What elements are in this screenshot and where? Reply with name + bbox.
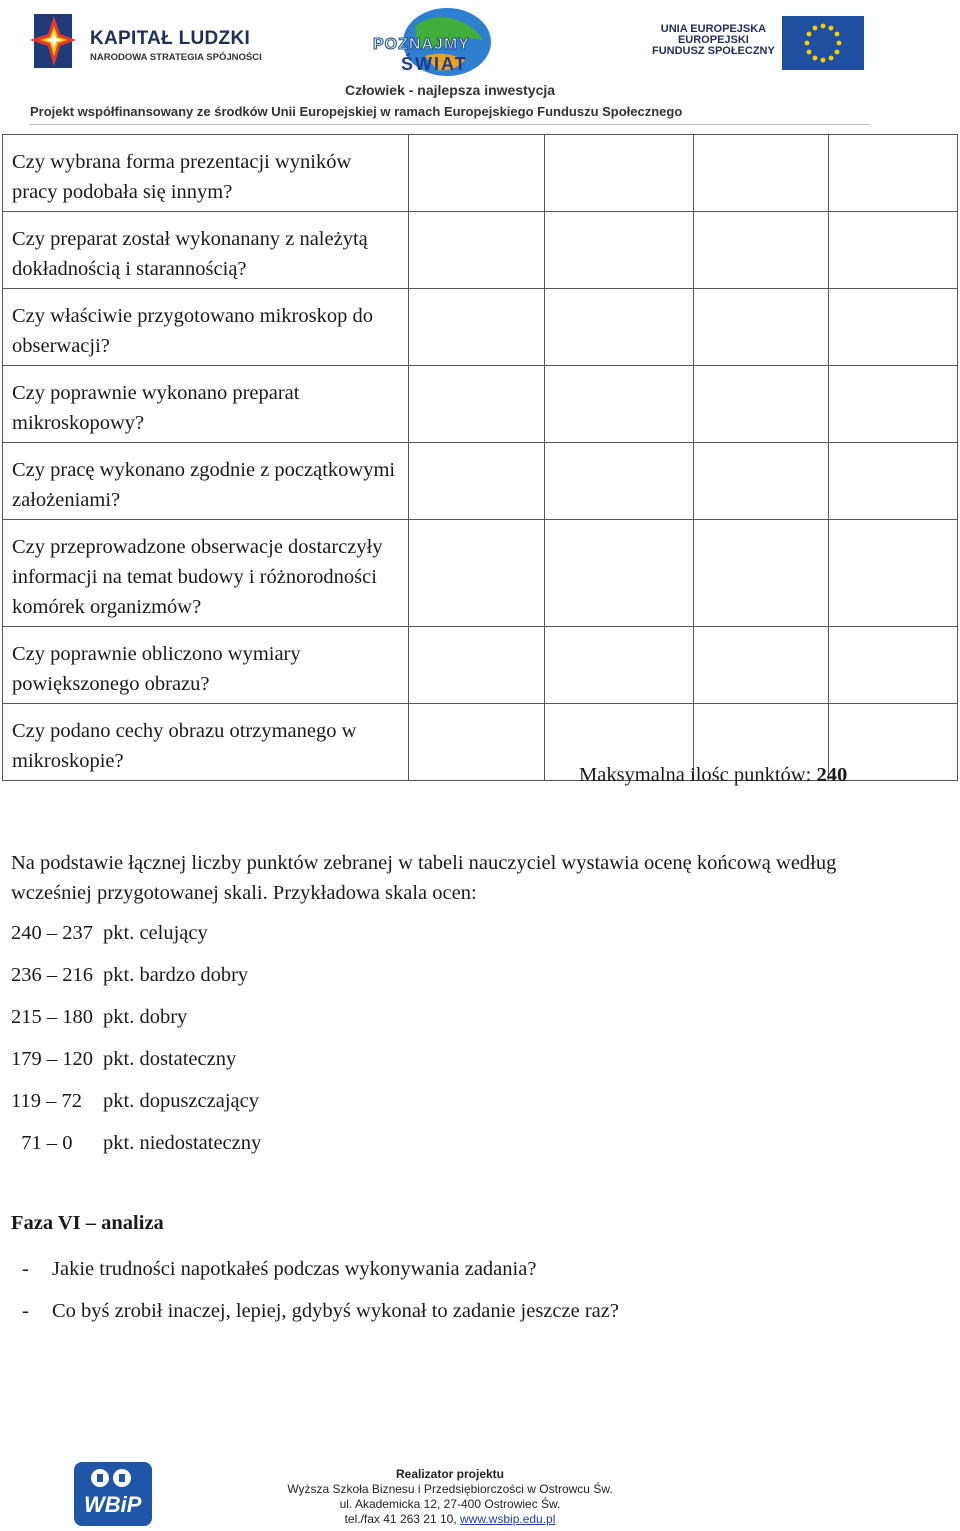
table-row bbox=[3, 520, 958, 627]
scale-row bbox=[11, 960, 511, 1002]
score-cell bbox=[544, 366, 694, 443]
dash-bullet: - bbox=[22, 1258, 29, 1280]
score-cell bbox=[544, 212, 694, 289]
scale-range: 236 – 216 bbox=[11, 964, 93, 986]
table-row bbox=[3, 135, 958, 212]
poznajmy-text: POZNAJMY bbox=[373, 36, 470, 53]
score-cell bbox=[694, 520, 829, 627]
footer-title: Realizator projektu bbox=[395, 1467, 505, 1481]
score-cell bbox=[829, 289, 958, 366]
evaluation-table bbox=[2, 134, 958, 781]
phase-title: Faza VI – analiza bbox=[11, 1212, 164, 1234]
swiat-text: ŚWIAT bbox=[401, 54, 468, 74]
scale-label: pkt. dobry bbox=[103, 1006, 188, 1028]
max-points-value: 240 bbox=[816, 764, 848, 786]
wsbip-crest-icon bbox=[74, 1464, 152, 1494]
poznajmy-swiat-logo bbox=[365, 6, 525, 78]
score-cell bbox=[408, 627, 544, 704]
wsbip-logo bbox=[74, 1462, 152, 1526]
scale-range: 119 – 72 bbox=[11, 1090, 82, 1112]
eu-flag-icon bbox=[782, 16, 864, 70]
list-item bbox=[22, 1254, 922, 1296]
score-cell bbox=[408, 289, 544, 366]
wsbip-logo-text: WBiP bbox=[84, 1492, 142, 1517]
score-cell bbox=[408, 520, 544, 627]
eu-line1: UNIA EUROPEJSKA bbox=[660, 23, 767, 35]
score-cell bbox=[829, 627, 958, 704]
kapital-ludzki-star-icon bbox=[26, 10, 76, 70]
table-row bbox=[3, 627, 958, 704]
score-cell bbox=[694, 443, 829, 520]
kapital-ludzki-title: KAPITAŁ LUDZKI bbox=[90, 28, 251, 49]
eu-logo bbox=[640, 14, 870, 70]
scale-label: pkt. celujący bbox=[103, 922, 208, 944]
scale-row bbox=[11, 1128, 511, 1170]
max-points bbox=[579, 764, 847, 787]
score-cell bbox=[544, 289, 694, 366]
table-row bbox=[3, 212, 958, 289]
scale-label: pkt. niedostateczny bbox=[103, 1132, 262, 1154]
scale-range: 215 – 180 bbox=[11, 1006, 93, 1028]
question-cell: Czy przeprowadzone obserwacje dostarczyły informacji na temat budowy i różnorodności komórek organizmów? bbox=[3, 520, 409, 627]
scale-label: pkt. dostateczny bbox=[103, 1048, 237, 1070]
score-cell bbox=[694, 135, 829, 212]
kapital-ludzki-subtitle: NARODOWA STRATEGIA SPÓJNOŚCI bbox=[90, 52, 262, 63]
question-cell: Czy podano cechy obrazu otrzymanego w mikroskopie? bbox=[3, 704, 409, 781]
table-row bbox=[3, 443, 958, 520]
score-cell bbox=[408, 704, 544, 781]
question-cell: Czy pracę wykonano zgodnie z początkowymi założeniami? bbox=[3, 443, 409, 520]
score-cell bbox=[544, 627, 694, 704]
scale-range: 71 – 0 bbox=[11, 1132, 73, 1154]
scale-label: pkt. dopuszczający bbox=[103, 1090, 259, 1112]
score-cell bbox=[829, 135, 958, 212]
kapital-ludzki-text bbox=[90, 28, 262, 63]
project-cofinancing-line: Projekt współfinansowany ze środków Unii Europejskiej w ramach Europejskiego Funduszu Społecznego bbox=[30, 104, 683, 119]
footer-line3 bbox=[270, 1512, 630, 1527]
max-points-label: Maksymalna ilośc punktów: bbox=[579, 764, 812, 786]
eu-text bbox=[652, 24, 775, 57]
question-cell: Czy poprawnie obliczono wymiary powiększonego obrazu? bbox=[3, 627, 409, 704]
question-cell: Czy wybrana forma prezentacji wyników pracy podobała się innym? bbox=[3, 135, 409, 212]
score-cell bbox=[694, 627, 829, 704]
eu-line2: EUROPEJSKI bbox=[677, 34, 749, 46]
score-cell bbox=[694, 289, 829, 366]
question-cell: Czy preparat został wykonanany z należytą dokładnością i starannością? bbox=[3, 212, 409, 289]
score-cell bbox=[408, 212, 544, 289]
score-cell bbox=[544, 520, 694, 627]
score-cell bbox=[829, 366, 958, 443]
kapital-ludzki-logo bbox=[26, 10, 276, 74]
scale-row bbox=[11, 1002, 511, 1044]
scale-range: 240 – 237 bbox=[11, 922, 93, 944]
list-item-text: Jakie trudności napotkałeś podczas wykonywania zadania? bbox=[52, 1258, 537, 1280]
score-cell bbox=[829, 443, 958, 520]
score-cell bbox=[694, 212, 829, 289]
scale-row bbox=[11, 918, 511, 960]
table-row bbox=[3, 289, 958, 366]
score-cell bbox=[694, 366, 829, 443]
question-cell: Czy właściwie przygotowano mikroskop do obserwacji? bbox=[3, 289, 409, 366]
eu-line3: FUNDUSZ SPOŁECZNY bbox=[652, 45, 775, 57]
scale-row bbox=[11, 1044, 511, 1086]
page-header bbox=[0, 0, 960, 130]
header-motto: Człowiek - najlepsza inwestycja bbox=[344, 82, 556, 98]
scale-range: 179 – 120 bbox=[11, 1048, 93, 1070]
score-cell bbox=[544, 135, 694, 212]
page-footer bbox=[0, 1455, 960, 1531]
score-cell bbox=[408, 443, 544, 520]
grading-scale bbox=[11, 918, 511, 1170]
phase-question-list bbox=[22, 1254, 922, 1338]
score-cell bbox=[408, 135, 544, 212]
list-item-text: Co byś zrobił inaczej, lepiej, gdybyś wykonał to zadanie jeszcze raz? bbox=[52, 1300, 619, 1322]
footer-website-link[interactable]: www.wsbip.edu.pl bbox=[460, 1512, 556, 1526]
question-cell: Czy poprawnie wykonano preparat mikroskopowy? bbox=[3, 366, 409, 443]
footer-line2: ul. Akademicka 12, 27-400 Ostrowiec Św. bbox=[339, 1497, 561, 1511]
table-row bbox=[3, 366, 958, 443]
footer-phone: tel./fax 41 263 21 10, bbox=[344, 1512, 457, 1526]
score-cell bbox=[829, 212, 958, 289]
dash-bullet: - bbox=[22, 1300, 29, 1322]
scale-row bbox=[11, 1086, 511, 1128]
score-cell bbox=[408, 366, 544, 443]
score-cell bbox=[829, 520, 958, 627]
header-divider bbox=[30, 124, 870, 125]
footer-info bbox=[270, 1467, 630, 1527]
footer-line1: Wyższa Szkoła Biznesu i Przedsiębiorczości w Ostrowcu Św. bbox=[287, 1482, 613, 1496]
scale-label: pkt. bardzo dobry bbox=[103, 964, 249, 986]
score-cell bbox=[829, 704, 958, 781]
grading-paragraph: Na podstawie łącznej liczby punktów zebranej w tabeli nauczyciel wystawia ocenę końcową według wcześniej przygotowanej skali. Przykładowa skala ocen: bbox=[11, 852, 837, 904]
list-item bbox=[22, 1296, 922, 1338]
score-cell bbox=[544, 443, 694, 520]
